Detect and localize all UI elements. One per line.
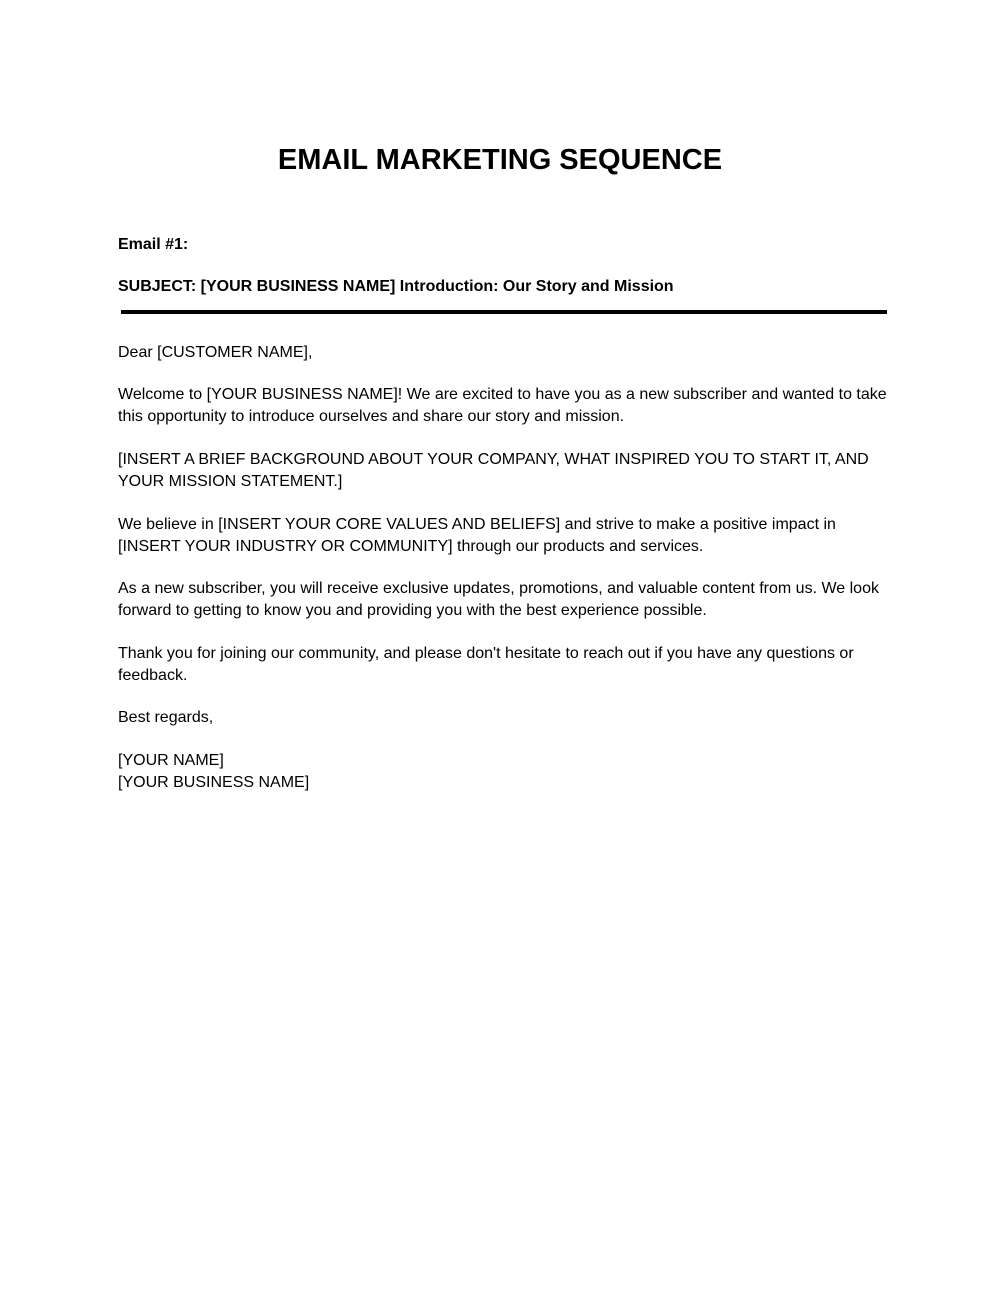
paragraph-welcome: Welcome to [YOUR BUSINESS NAME]! We are excited to have you as a new subscriber and wanted to take this opportunity to introduce ourselves and share our story and mission. [118, 386, 887, 425]
signature-business: [YOUR BUSINESS NAME] [118, 773, 310, 791]
paragraph-subscriber: As a new subscriber, you will receive exclusive updates, promotions, and valuable content from us. We look forward to getting to know you and providing you with the best experience possible. [118, 580, 879, 619]
email-subject: SUBJECT: [YOUR BUSINESS NAME] Introduction: Our Story and Mission [118, 278, 674, 295]
paragraph-thanks: Thank you for joining our community, and please don't hesitate to reach out if you have any questions or feedback. [118, 645, 854, 684]
document-title: EMAIL MARKETING SEQUENCE [277, 144, 723, 176]
signature-block [118, 750, 888, 793]
paragraph-values: We believe in [INSERT YOUR CORE VALUES AND BELIEFS] and strive to make a positive impact in [INSERT YOUR INDUSTRY OR COMMUNITY] through our products and services. [118, 516, 836, 555]
signature-name: [YOUR NAME] [118, 752, 224, 769]
horizontal-divider [121, 310, 887, 314]
paragraph-background: [INSERT A BRIEF BACKGROUND ABOUT YOUR COMPANY, WHAT INSPIRED YOU TO START IT, AND YOUR MISSION STATEMENT.] [118, 451, 869, 490]
closing-line: Best regards, [118, 709, 214, 726]
greeting-line: Dear [CUSTOMER NAME], [118, 344, 313, 361]
email-number-label: Email #1: [118, 236, 189, 253]
